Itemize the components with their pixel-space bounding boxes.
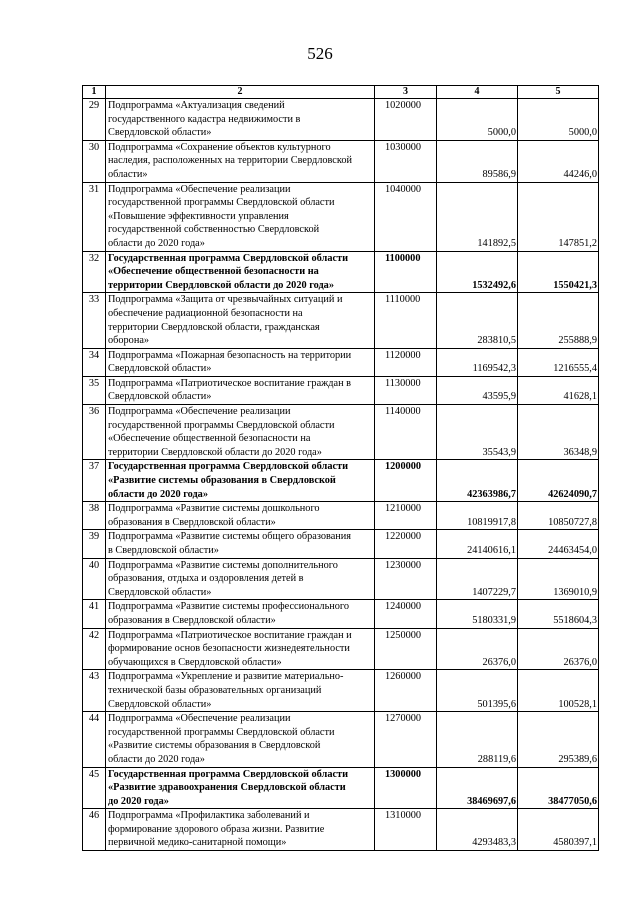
row-value-col5: 147851,2 (518, 182, 599, 251)
row-value-col4: 89586,9 (437, 140, 518, 182)
row-name: Подпрограмма «Сохранение объектов культурного наследия, расположенных на территории Свердловской области» (106, 140, 375, 182)
row-value-col5: 295389,6 (518, 712, 599, 767)
header-row (83, 86, 599, 99)
row-name: Подпрограмма «Профилактика заболеваний и формирование здорового образа жизни. Развитие первичной медико-санитарной помощи» (106, 809, 375, 851)
row-value-col4: 141892,5 (437, 182, 518, 251)
table-row (83, 600, 599, 628)
row-number: 45 (83, 767, 106, 809)
row-value-col4: 5180331,9 (437, 600, 518, 628)
row-code: 1300000 (375, 767, 437, 809)
row-name: Подпрограмма «Обеспечение реализации государственной программы Свердловской области «Обеспечение общественной безопасности на территории Свердловской области до 2020 года» (106, 405, 375, 460)
row-value-col4: 26376,0 (437, 628, 518, 670)
row-value-col5: 4580397,1 (518, 809, 599, 851)
row-number: 44 (83, 712, 106, 767)
row-value-col5: 44246,0 (518, 140, 599, 182)
row-value-col5: 10850727,8 (518, 502, 599, 530)
row-value-col5: 1369010,9 (518, 558, 599, 600)
budget-table (82, 85, 599, 851)
table-row (83, 530, 599, 558)
row-code: 1100000 (375, 251, 437, 293)
row-name: Подпрограмма «Развитие системы дополнительного образования, отдыха и оздоровления детей в Свердловской области» (106, 558, 375, 600)
row-value-col4: 10819917,8 (437, 502, 518, 530)
table-row (83, 558, 599, 600)
row-code: 1250000 (375, 628, 437, 670)
row-value-col4: 288119,6 (437, 712, 518, 767)
row-value-col4: 4293483,3 (437, 809, 518, 851)
row-value-col5: 1550421,3 (518, 251, 599, 293)
row-code: 1240000 (375, 600, 437, 628)
row-name: Подпрограмма «Обеспечение реализации государственной программы Свердловской области «Повышение эффективности управления государственной собственностью Свердловской области до 2020 года» (106, 182, 375, 251)
table-row (83, 182, 599, 251)
row-value-col4: 43595,9 (437, 376, 518, 404)
row-number: 36 (83, 405, 106, 460)
row-number: 32 (83, 251, 106, 293)
row-value-col5: 38477050,6 (518, 767, 599, 809)
row-value-col4: 42363986,7 (437, 460, 518, 502)
row-number: 34 (83, 348, 106, 376)
row-number: 39 (83, 530, 106, 558)
row-value-col5: 26376,0 (518, 628, 599, 670)
table-row (83, 348, 599, 376)
table-row (83, 809, 599, 851)
row-value-col4: 5000,0 (437, 99, 518, 141)
row-name: Подпрограмма «Развитие системы профессионального образования в Свердловской области» (106, 600, 375, 628)
header-col-1: 1 (83, 86, 106, 99)
row-value-col4: 1532492,6 (437, 251, 518, 293)
table-row (83, 460, 599, 502)
row-number: 37 (83, 460, 106, 502)
table-row (83, 376, 599, 404)
row-name: Подпрограмма «Развитие системы дошкольного образования в Свердловской области» (106, 502, 375, 530)
row-value-col5: 100528,1 (518, 670, 599, 712)
row-number: 41 (83, 600, 106, 628)
row-value-col5: 36348,9 (518, 405, 599, 460)
row-code: 1230000 (375, 558, 437, 600)
row-name: Подпрограмма «Укрепление и развитие материально- технической базы образовательных организаций Свердловской области» (106, 670, 375, 712)
row-number: 40 (83, 558, 106, 600)
row-number: 29 (83, 99, 106, 141)
header-col-4: 4 (437, 86, 518, 99)
header-col-2: 2 (106, 86, 375, 99)
row-number: 38 (83, 502, 106, 530)
row-number: 33 (83, 293, 106, 348)
row-value-col5: 255888,9 (518, 293, 599, 348)
row-name: Подпрограмма «Пожарная безопасность на территории Свердловской области» (106, 348, 375, 376)
table-row (83, 99, 599, 141)
row-value-col4: 501395,6 (437, 670, 518, 712)
row-value-col5: 5000,0 (518, 99, 599, 141)
row-value-col4: 1169542,3 (437, 348, 518, 376)
row-number: 30 (83, 140, 106, 182)
row-value-col4: 283810,5 (437, 293, 518, 348)
row-value-col5: 5518604,3 (518, 600, 599, 628)
row-value-col4: 38469697,6 (437, 767, 518, 809)
table-row (83, 767, 599, 809)
row-code: 1130000 (375, 376, 437, 404)
row-number: 42 (83, 628, 106, 670)
table-row (83, 140, 599, 182)
row-code: 1220000 (375, 530, 437, 558)
table-row (83, 293, 599, 348)
page-number: 526 (307, 44, 333, 63)
row-value-col4: 35543,9 (437, 405, 518, 460)
row-code: 1030000 (375, 140, 437, 182)
header-col-5: 5 (518, 86, 599, 99)
row-value-col5: 24463454,0 (518, 530, 599, 558)
row-code: 1310000 (375, 809, 437, 851)
row-name: Государственная программа Свердловской области «Развитие здравоохранения Свердловской области до 2020 года» (106, 767, 375, 809)
table-row (83, 405, 599, 460)
row-value-col5: 41628,1 (518, 376, 599, 404)
row-number: 35 (83, 376, 106, 404)
row-name: Подпрограмма «Актуализация сведений государственного кадастра недвижимости в Свердловской области» (106, 99, 375, 141)
row-code: 1120000 (375, 348, 437, 376)
table-row (83, 670, 599, 712)
row-number: 31 (83, 182, 106, 251)
table-row (83, 251, 599, 293)
table-row (83, 628, 599, 670)
row-code: 1110000 (375, 293, 437, 348)
row-code: 1020000 (375, 99, 437, 141)
row-number: 46 (83, 809, 106, 851)
row-value-col4: 1407229,7 (437, 558, 518, 600)
table-row (83, 712, 599, 767)
row-number: 43 (83, 670, 106, 712)
row-name: Подпрограмма «Патриотическое воспитание граждан в Свердловской области» (106, 376, 375, 404)
row-code: 1200000 (375, 460, 437, 502)
row-name: Подпрограмма «Патриотическое воспитание граждан и формирование основ безопасности жизнедеятельности обучающихся в Свердловской области» (106, 628, 375, 670)
row-name: Подпрограмма «Защита от чрезвычайных ситуаций и обеспечение радиационной безопасности на территории Свердловской области, гражданская оборона» (106, 293, 375, 348)
row-code: 1210000 (375, 502, 437, 530)
row-name: Подпрограмма «Развитие системы общего образования в Свердловской области» (106, 530, 375, 558)
row-value-col4: 24140616,1 (437, 530, 518, 558)
table-row (83, 502, 599, 530)
row-name: Государственная программа Свердловской области «Обеспечение общественной безопасности на территории Свердловской области до 2020 года» (106, 251, 375, 293)
row-code: 1140000 (375, 405, 437, 460)
header-col-3: 3 (375, 86, 437, 99)
row-code: 1270000 (375, 712, 437, 767)
row-code: 1260000 (375, 670, 437, 712)
row-name: Государственная программа Свердловской области «Развитие системы образования в Свердловской области до 2020 года» (106, 460, 375, 502)
row-value-col5: 1216555,4 (518, 348, 599, 376)
row-name: Подпрограмма «Обеспечение реализации государственной программы Свердловской области «Развитие системы образования в Свердловской области до 2020 года» (106, 712, 375, 767)
row-code: 1040000 (375, 182, 437, 251)
row-value-col5: 42624090,7 (518, 460, 599, 502)
